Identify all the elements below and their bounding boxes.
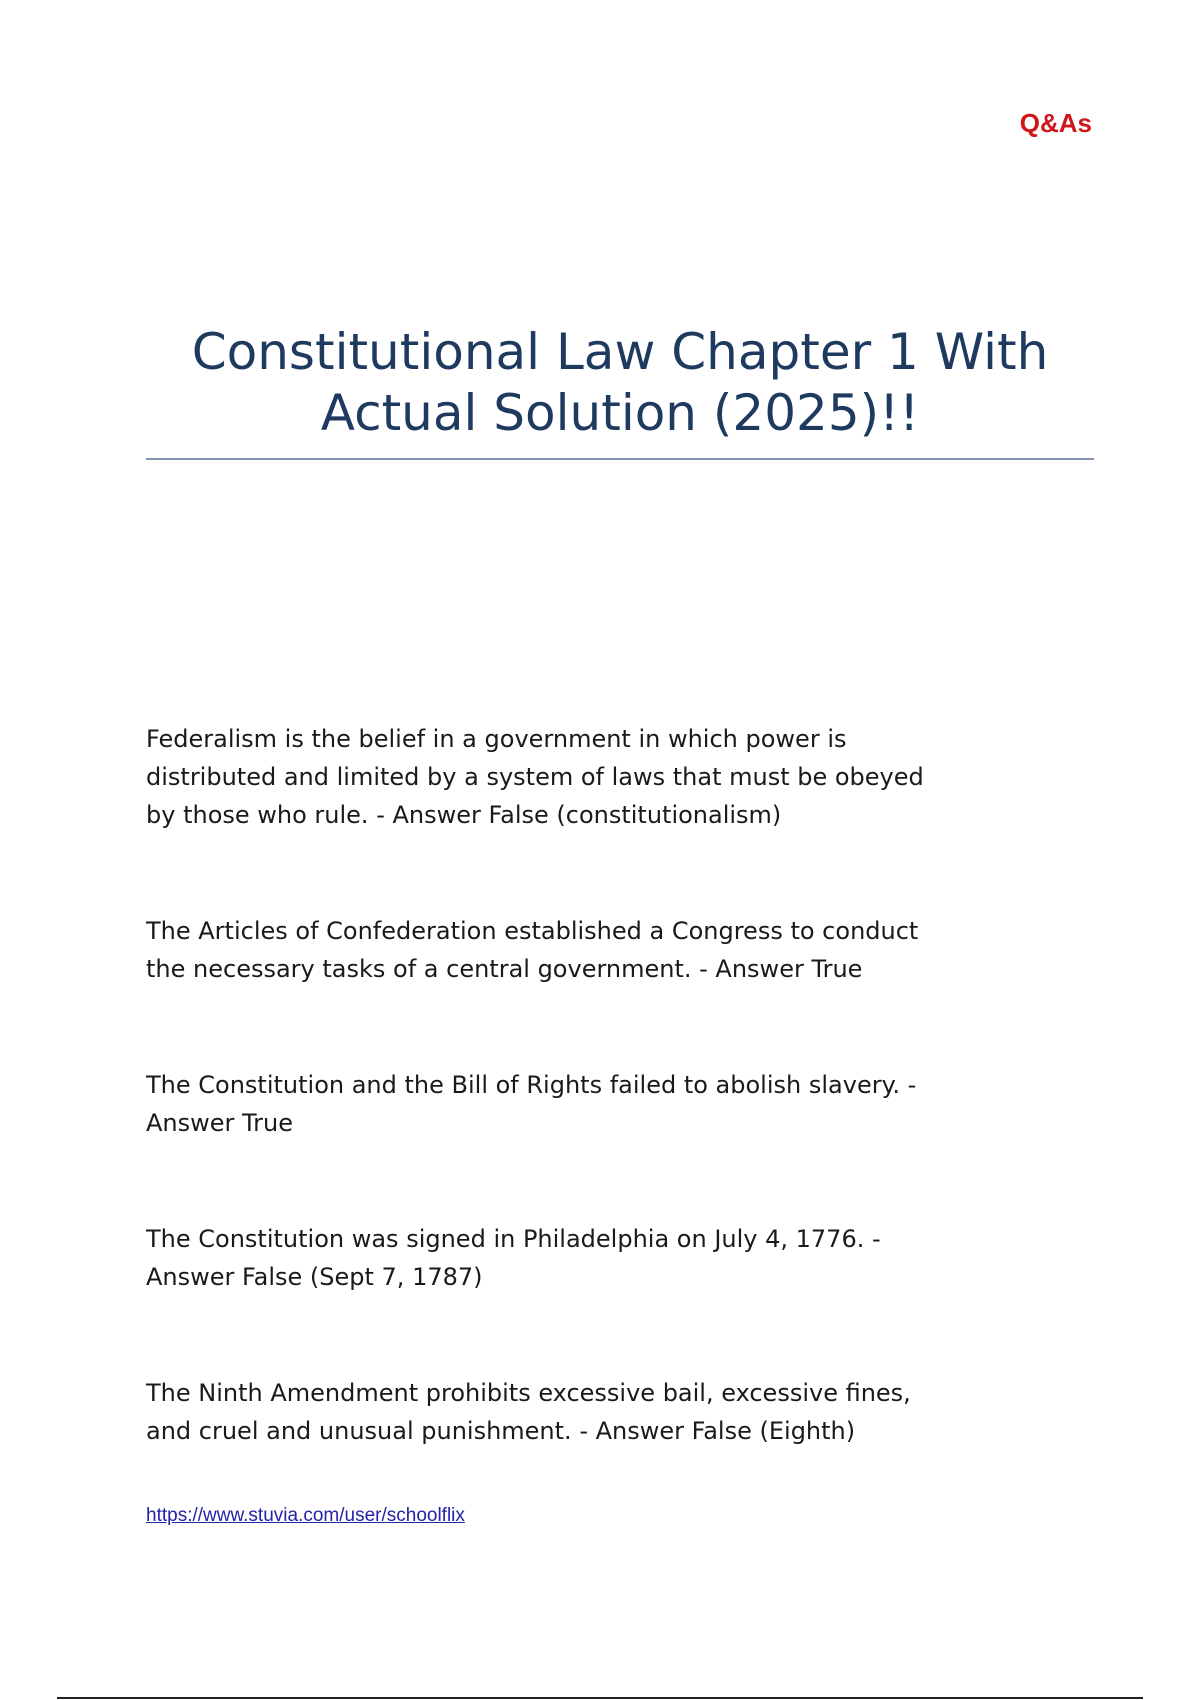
qa-item-1: Federalism is the belief in a government in which power is distributed and limited by a system of laws that must be obeyed by those who rule. - Answer False (constitutionalism) bbox=[146, 725, 924, 829]
document-title: Constitutional Law Chapter 1 With Actual Solution (2025)!! bbox=[191, 323, 1049, 442]
qa-item-3: The Constitution and the Bill of Rights failed to abolish slavery. - Answer True bbox=[146, 1071, 917, 1137]
qa-item-4: The Constitution was signed in Philadelphia on July 4, 1776. - Answer False (Sept 7, 1787) bbox=[146, 1225, 881, 1291]
title-divider bbox=[146, 458, 1094, 460]
page-bottom-rule bbox=[57, 1697, 1143, 1699]
qa-item-5: The Ninth Amendment prohibits excessive bail, excessive fines, and cruel and unusual punishment. - Answer False (Eighth) bbox=[146, 1379, 911, 1445]
qas-tag: Q&As bbox=[1019, 108, 1092, 138]
qa-item-2: The Articles of Confederation established a Congress to conduct the necessary tasks of a central government. - Answer True bbox=[146, 917, 919, 983]
stuvia-link[interactable]: https://www.stuvia.com/user/schoolflix bbox=[146, 1505, 465, 1526]
